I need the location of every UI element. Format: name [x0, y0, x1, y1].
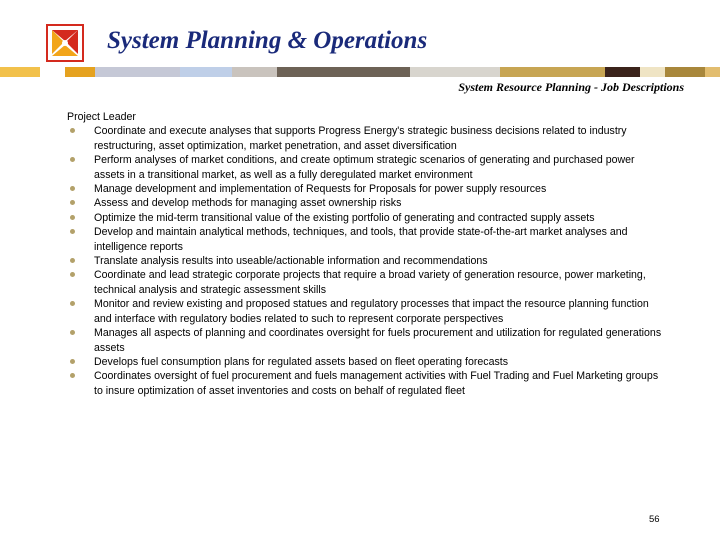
- bullet-icon: [70, 359, 75, 364]
- stripe-segment: [65, 67, 95, 77]
- list-item: [67, 225, 667, 254]
- bullet-icon: [70, 200, 75, 205]
- list-item-text: Coordinate and execute analyses that supports Progress Energy's strategic business decisions related to industry restructuring, asset optimization, market penetration, and asset diversification: [94, 125, 627, 152]
- bullet-icon: [70, 301, 75, 306]
- list-item-text: Optimize the mid-term transitional value of the existing portfolio of generating and contracted supply assets: [94, 211, 595, 224]
- bullet-icon: [70, 272, 75, 277]
- list-item: [67, 254, 667, 268]
- company-logo-icon: [46, 24, 84, 62]
- bullet-icon: [70, 215, 75, 220]
- bullet-icon: [70, 229, 75, 234]
- list-item-text: Coordinate and lead strategic corporate projects that require a broad variety of generation resource, power marketing, technical analysis and strategic assessment skills: [94, 269, 646, 296]
- list-item: [67, 355, 667, 369]
- list-item-text: Manages all aspects of planning and coordinates oversight for fuels procurement and utilization for regulated generations assets: [94, 327, 662, 354]
- list-item-text: Manage development and implementation of Requests for Proposals for power supply resources: [94, 183, 547, 196]
- role-heading: Project Leader: [67, 111, 136, 123]
- bullet-icon: [70, 186, 75, 191]
- stripe-segment: [232, 67, 277, 77]
- stripe-segment: [705, 67, 720, 77]
- bullet-icon: [70, 157, 75, 162]
- stripe-segment: [40, 67, 65, 77]
- list-item: [67, 153, 667, 182]
- bullet-icon: [70, 128, 75, 133]
- section-subtitle: System Resource Planning - Job Descriptions: [458, 80, 684, 94]
- list-item: [67, 124, 667, 153]
- list-item: [67, 326, 667, 355]
- list-item: [67, 211, 667, 225]
- stripe-segment: [500, 67, 605, 77]
- list-item-text: Develops fuel consumption plans for regulated assets based on fleet operating forecasts: [94, 355, 508, 368]
- list-item-text: Coordinates oversight of fuel procurement and fuels management activities with Fuel Trading and Fuel Marketing groups to insure optimization of asset inventories and costs on behalf of regulated fleet: [94, 370, 659, 397]
- list-item: [67, 182, 667, 196]
- bullet-icon: [70, 330, 75, 335]
- bullet-icon: [70, 258, 75, 263]
- header-color-stripe: [0, 67, 720, 77]
- stripe-segment: [277, 67, 410, 77]
- list-item: [67, 196, 667, 210]
- list-item-text: Translate analysis results into useable/actionable information and recommendations: [94, 255, 488, 268]
- list-item: [67, 268, 667, 297]
- responsibility-list: [67, 124, 667, 398]
- page-title: System Planning & Operations: [107, 27, 428, 54]
- job-description: [67, 110, 667, 398]
- list-item: [67, 369, 667, 398]
- stripe-segment: [0, 67, 40, 77]
- list-item-text: Perform analyses of market conditions, and create optimum strategic scenarios of generating and purchased power assets in a transitional market, as well as a fully deregulated market environment: [94, 154, 635, 181]
- list-item: [67, 297, 667, 326]
- list-item-text: Monitor and review existing and proposed statues and regulatory processes that impact the resource planning function and interface with regulatory bodies related to such to represent corporate perspectives: [94, 298, 649, 325]
- list-item-text: Assess and develop methods for managing asset ownership risks: [94, 197, 402, 210]
- stripe-segment: [180, 67, 232, 77]
- stripe-segment: [95, 67, 180, 77]
- stripe-segment: [410, 67, 500, 77]
- stripe-segment: [665, 67, 705, 77]
- bullet-icon: [70, 373, 75, 378]
- stripe-segment: [640, 67, 665, 77]
- stripe-segment: [605, 67, 640, 77]
- page-number: 56: [649, 514, 660, 525]
- list-item-text: Develop and maintain analytical methods, techniques, and tools, that provide state-of-the-art market analyses and intelligence reports: [94, 226, 628, 253]
